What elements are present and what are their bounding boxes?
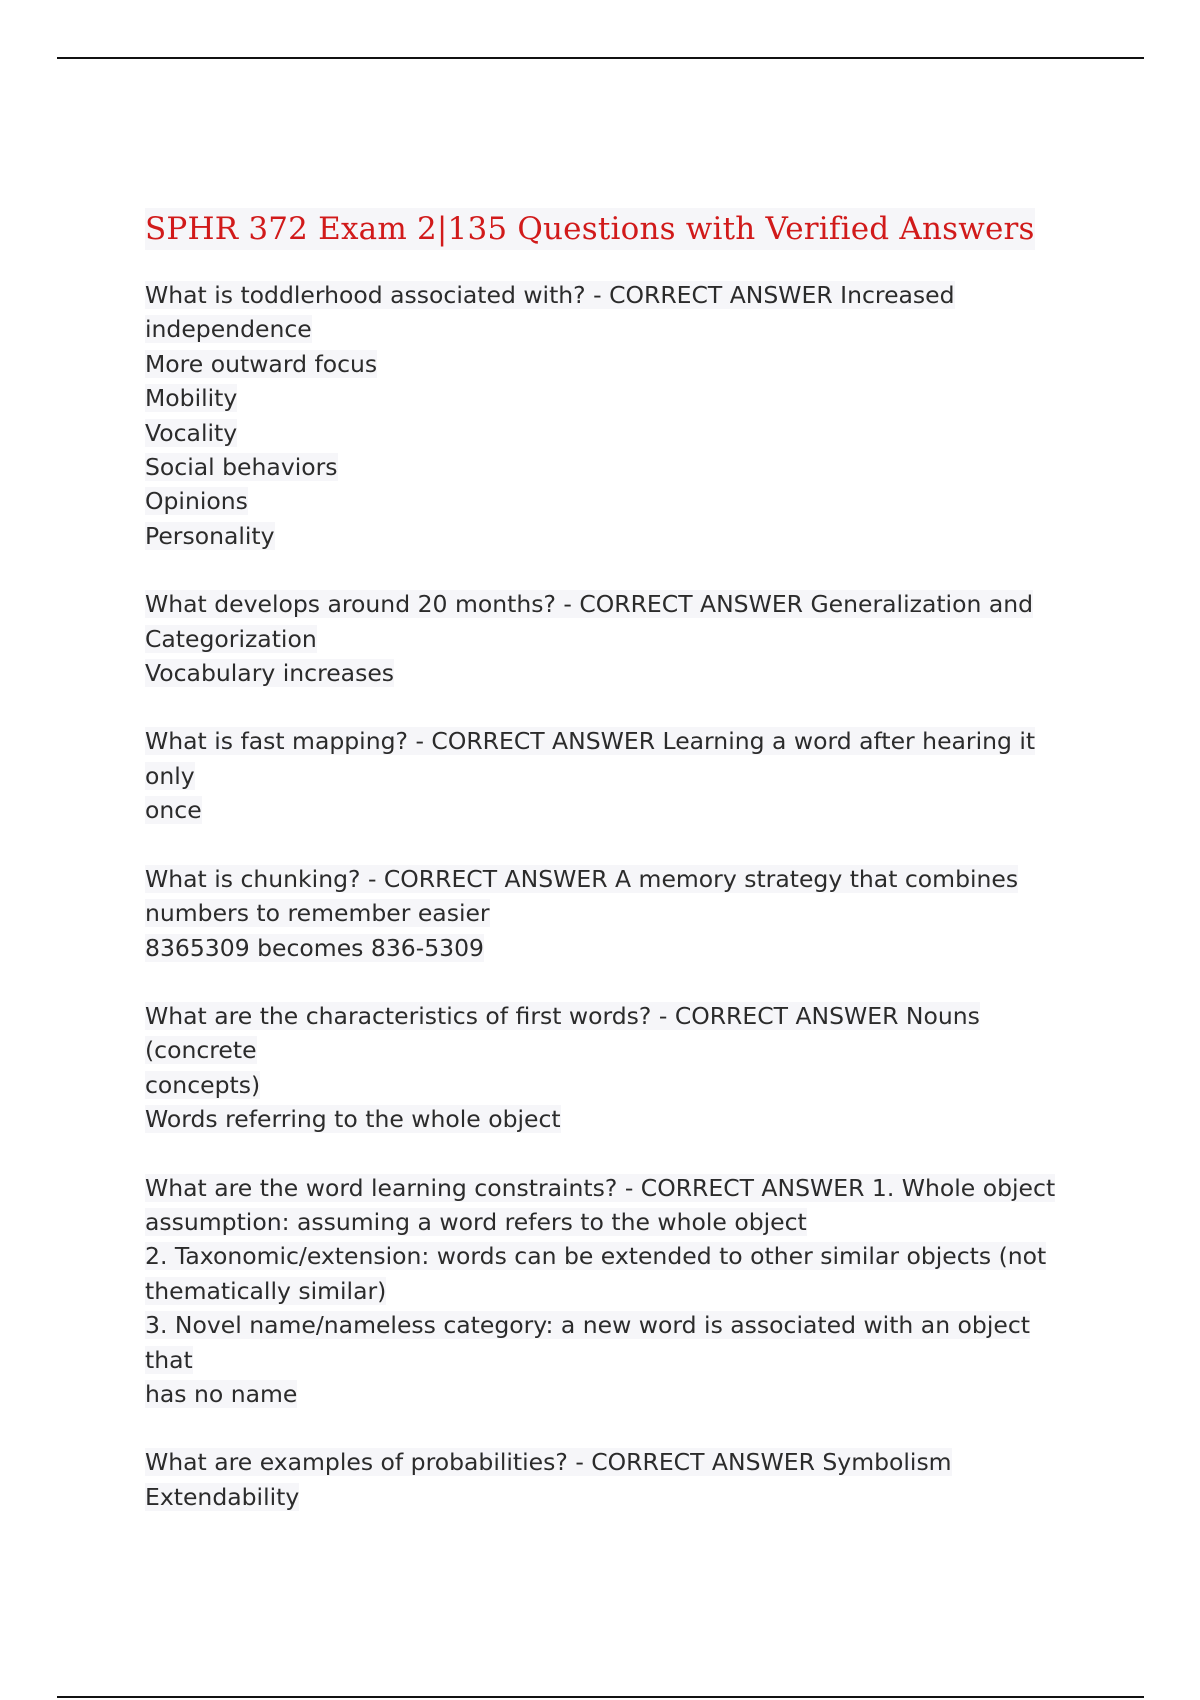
footer-rule bbox=[57, 1696, 1144, 1698]
document-body bbox=[145, 208, 1075, 1548]
qa-line: What is fast mapping? - CORRECT ANSWER Learning a word after hearing it only bbox=[145, 727, 1036, 790]
qa-line: What are the word learning constraints? - CORRECT ANSWER 1. Whole object bbox=[145, 1173, 1056, 1202]
qa-line: More outward focus bbox=[145, 349, 378, 378]
qa-item bbox=[145, 862, 1075, 965]
qa-item bbox=[145, 587, 1075, 690]
qa-line: 8365309 becomes 836-5309 bbox=[145, 933, 485, 962]
qa-line: What is chunking? - CORRECT ANSWER A memory strategy that combines bbox=[145, 864, 1019, 893]
qa-item bbox=[145, 724, 1075, 827]
header-rule bbox=[57, 57, 1144, 59]
qa-line: once bbox=[145, 796, 202, 825]
qa-line: 2. Taxonomic/extension: words can be extended to other similar objects (not bbox=[145, 1242, 1047, 1271]
qa-line: 3. Novel name/nameless category: a new word is associated with an object that bbox=[145, 1311, 1030, 1374]
qa-item bbox=[145, 1445, 1075, 1514]
qa-line: What is toddlerhood associated with? - CORRECT ANSWER Increased bbox=[145, 281, 955, 309]
qa-line: thematically similar) bbox=[145, 1276, 387, 1305]
qa-line: Mobility bbox=[145, 384, 238, 413]
qa-line: What develops around 20 months? - CORRECT ANSWER Generalization and bbox=[145, 590, 1034, 619]
qa-line: Categorization bbox=[145, 624, 317, 653]
qa-line: What are examples of probabilities? - CORRECT ANSWER Symbolism bbox=[145, 1448, 952, 1477]
qa-line: concepts) bbox=[145, 1070, 261, 1099]
qa-line: Vocality bbox=[145, 418, 238, 447]
qa-item bbox=[145, 999, 1075, 1137]
qa-line: numbers to remember easier bbox=[145, 899, 490, 928]
qa-line: assumption: assuming a word refers to the whole object bbox=[145, 1207, 807, 1236]
qa-line: has no name bbox=[145, 1379, 298, 1408]
document-title: SPHR 372 Exam 2|135 Questions with Verified Answers bbox=[145, 208, 1035, 250]
qa-line: Words referring to the whole object bbox=[145, 1105, 561, 1134]
qa-line: Opinions bbox=[145, 487, 248, 516]
qa-line: independence bbox=[145, 315, 312, 344]
qa-line: Extendability bbox=[145, 1482, 300, 1511]
qa-line: Social behaviors bbox=[145, 453, 338, 482]
qa-line: Personality bbox=[145, 521, 275, 550]
qa-line: What are the characteristics of first words? - CORRECT ANSWER Nouns (concrete bbox=[145, 1001, 980, 1065]
qa-item bbox=[145, 1171, 1075, 1412]
qa-item bbox=[145, 278, 1075, 553]
qa-line: Vocabulary increases bbox=[145, 659, 395, 688]
